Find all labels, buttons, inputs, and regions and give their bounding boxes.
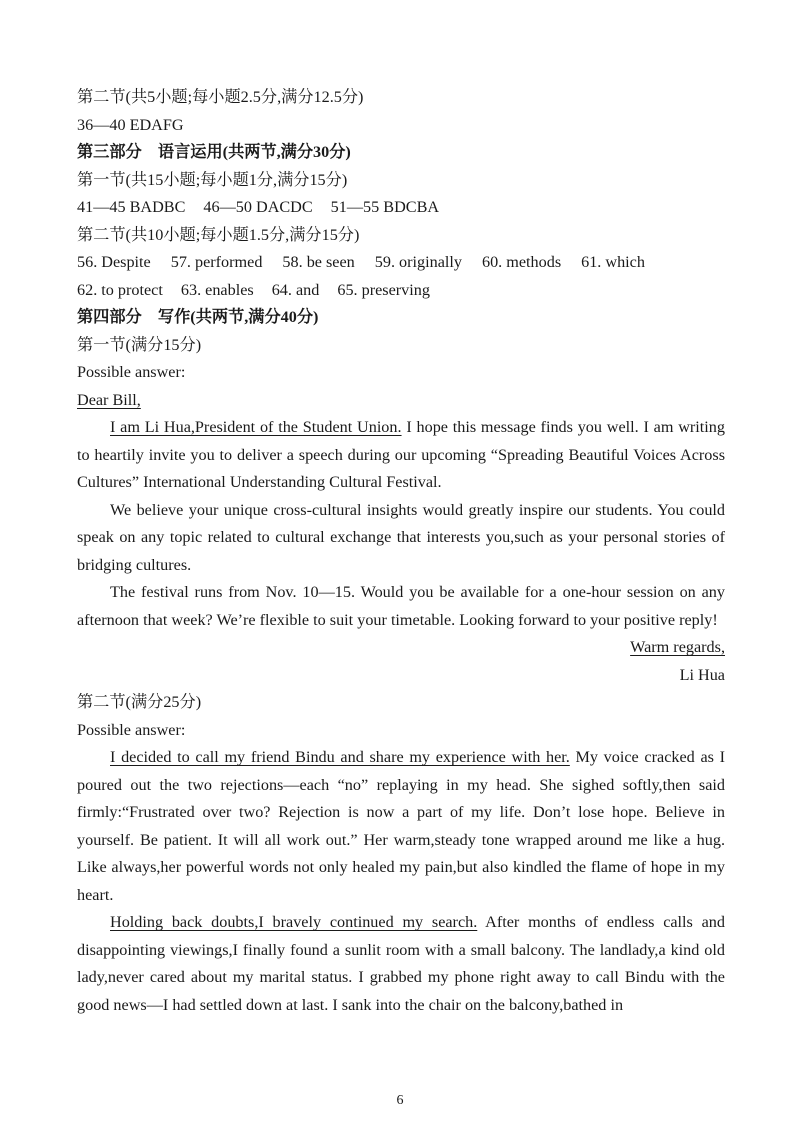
answer-key-page bbox=[77, 84, 725, 1019]
answer-item: 61. which bbox=[581, 253, 645, 271]
page-number: 6 bbox=[396, 1093, 404, 1108]
answer-group: 46—50 DACDC bbox=[203, 198, 313, 216]
part3-section2-answers-row2 bbox=[77, 277, 725, 305]
answer-item: 64. and bbox=[271, 280, 320, 299]
part3-section2-answers-row1 bbox=[77, 249, 645, 277]
paragraph-text: After months of endless calls and disappointing viewings,I finally found a sunlit room with a small balcony. The landlady,a kind old lady,never cared about my marital status. I grabbed my phone right away to call Bindu with the good news—I had settled down at last. I sank into the chair on the balcony,bathed in bbox=[77, 913, 725, 1014]
part3-heading: 第三部分 语言运用(共两节,满分30分) bbox=[77, 143, 351, 161]
letter-paragraph: The festival runs from Nov. 10—15. Would you be available for a one-hour session on any afternoon that week? We’re flexible to suit your timetable. Looking forward to your positive reply! bbox=[77, 583, 725, 629]
part3-section1-answers bbox=[77, 194, 725, 222]
underlined-sentence: I decided to call my friend Bindu and share my experience with her. bbox=[110, 748, 570, 766]
story-paragraph bbox=[77, 909, 725, 1019]
paragraph-text: I hope this message finds you well. I am writing to heartily invite you to deliver a speech during our upcoming “Spreading Beautiful Voices Across Cultures” International Understanding Cultural Festival. bbox=[77, 418, 725, 491]
reading-section2-heading: 第二节(共5小题;每小题2.5分,满分12.5分) bbox=[77, 88, 364, 106]
answer-item: 59. originally bbox=[374, 253, 462, 271]
possible-answer-label: Possible answer: bbox=[77, 363, 186, 381]
letter-closing: Warm regards, bbox=[630, 638, 725, 656]
reading-section2-answers: 36—40 EDAFG bbox=[77, 115, 184, 134]
answer-item: 60. methods bbox=[481, 253, 562, 271]
underlined-sentence: Holding back doubts,I bravely continued my search. bbox=[110, 913, 478, 931]
part4-heading: 第四部分 写作(共两节,满分40分) bbox=[77, 308, 319, 326]
answer-item: 63. enables bbox=[180, 280, 254, 299]
answer-item: 65. preserving bbox=[337, 280, 430, 299]
part3-section2-heading: 第二节(共10小题;每小题1.5分,满分15分) bbox=[77, 225, 360, 244]
part4-section2-heading: 第二节(满分25分) bbox=[77, 693, 202, 711]
letter-paragraph bbox=[77, 414, 725, 497]
answer-item: 62. to protect bbox=[77, 280, 163, 299]
part4-section1-heading: 第一节(满分15分) bbox=[77, 335, 202, 354]
story-paragraph bbox=[77, 744, 725, 909]
underlined-sentence: I am Li Hua,President of the Student Union. bbox=[110, 418, 402, 436]
part3-section1-heading: 第一节(共15小题;每小题1分,满分15分) bbox=[77, 170, 348, 189]
paragraph-text: My voice cracked as I poured out the two rejections—each “no” replaying in my head. She sighed softly,then said firmly:“Frustrated over two? Rejection is now a part of my life. Don’t lose hope. Believe in yourself. Be patient. It will all work out.” Her warm,steady tone wrapped around me like a hug. Like always,her powerful words not only healed my pain,but also kindled the flame of hope in my heart. bbox=[77, 748, 726, 904]
possible-answer-label: Possible answer: bbox=[77, 720, 186, 739]
answer-item: 57. performed bbox=[170, 253, 263, 271]
letter-signature: Li Hua bbox=[679, 665, 725, 684]
letter-paragraph: We believe your unique cross-cultural insights would greatly inspire our students. You could speak on any topic related to cultural exchange that interests you,such as your personal stories of bridging cultures. bbox=[77, 500, 725, 574]
answer-item: 56. Despite bbox=[77, 253, 151, 271]
letter-greeting: Dear Bill, bbox=[77, 390, 141, 409]
answer-item: 58. be seen bbox=[282, 253, 355, 271]
answer-group: 51—55 BDCBA bbox=[330, 198, 440, 216]
answer-group: 41—45 BADBC bbox=[77, 198, 186, 216]
